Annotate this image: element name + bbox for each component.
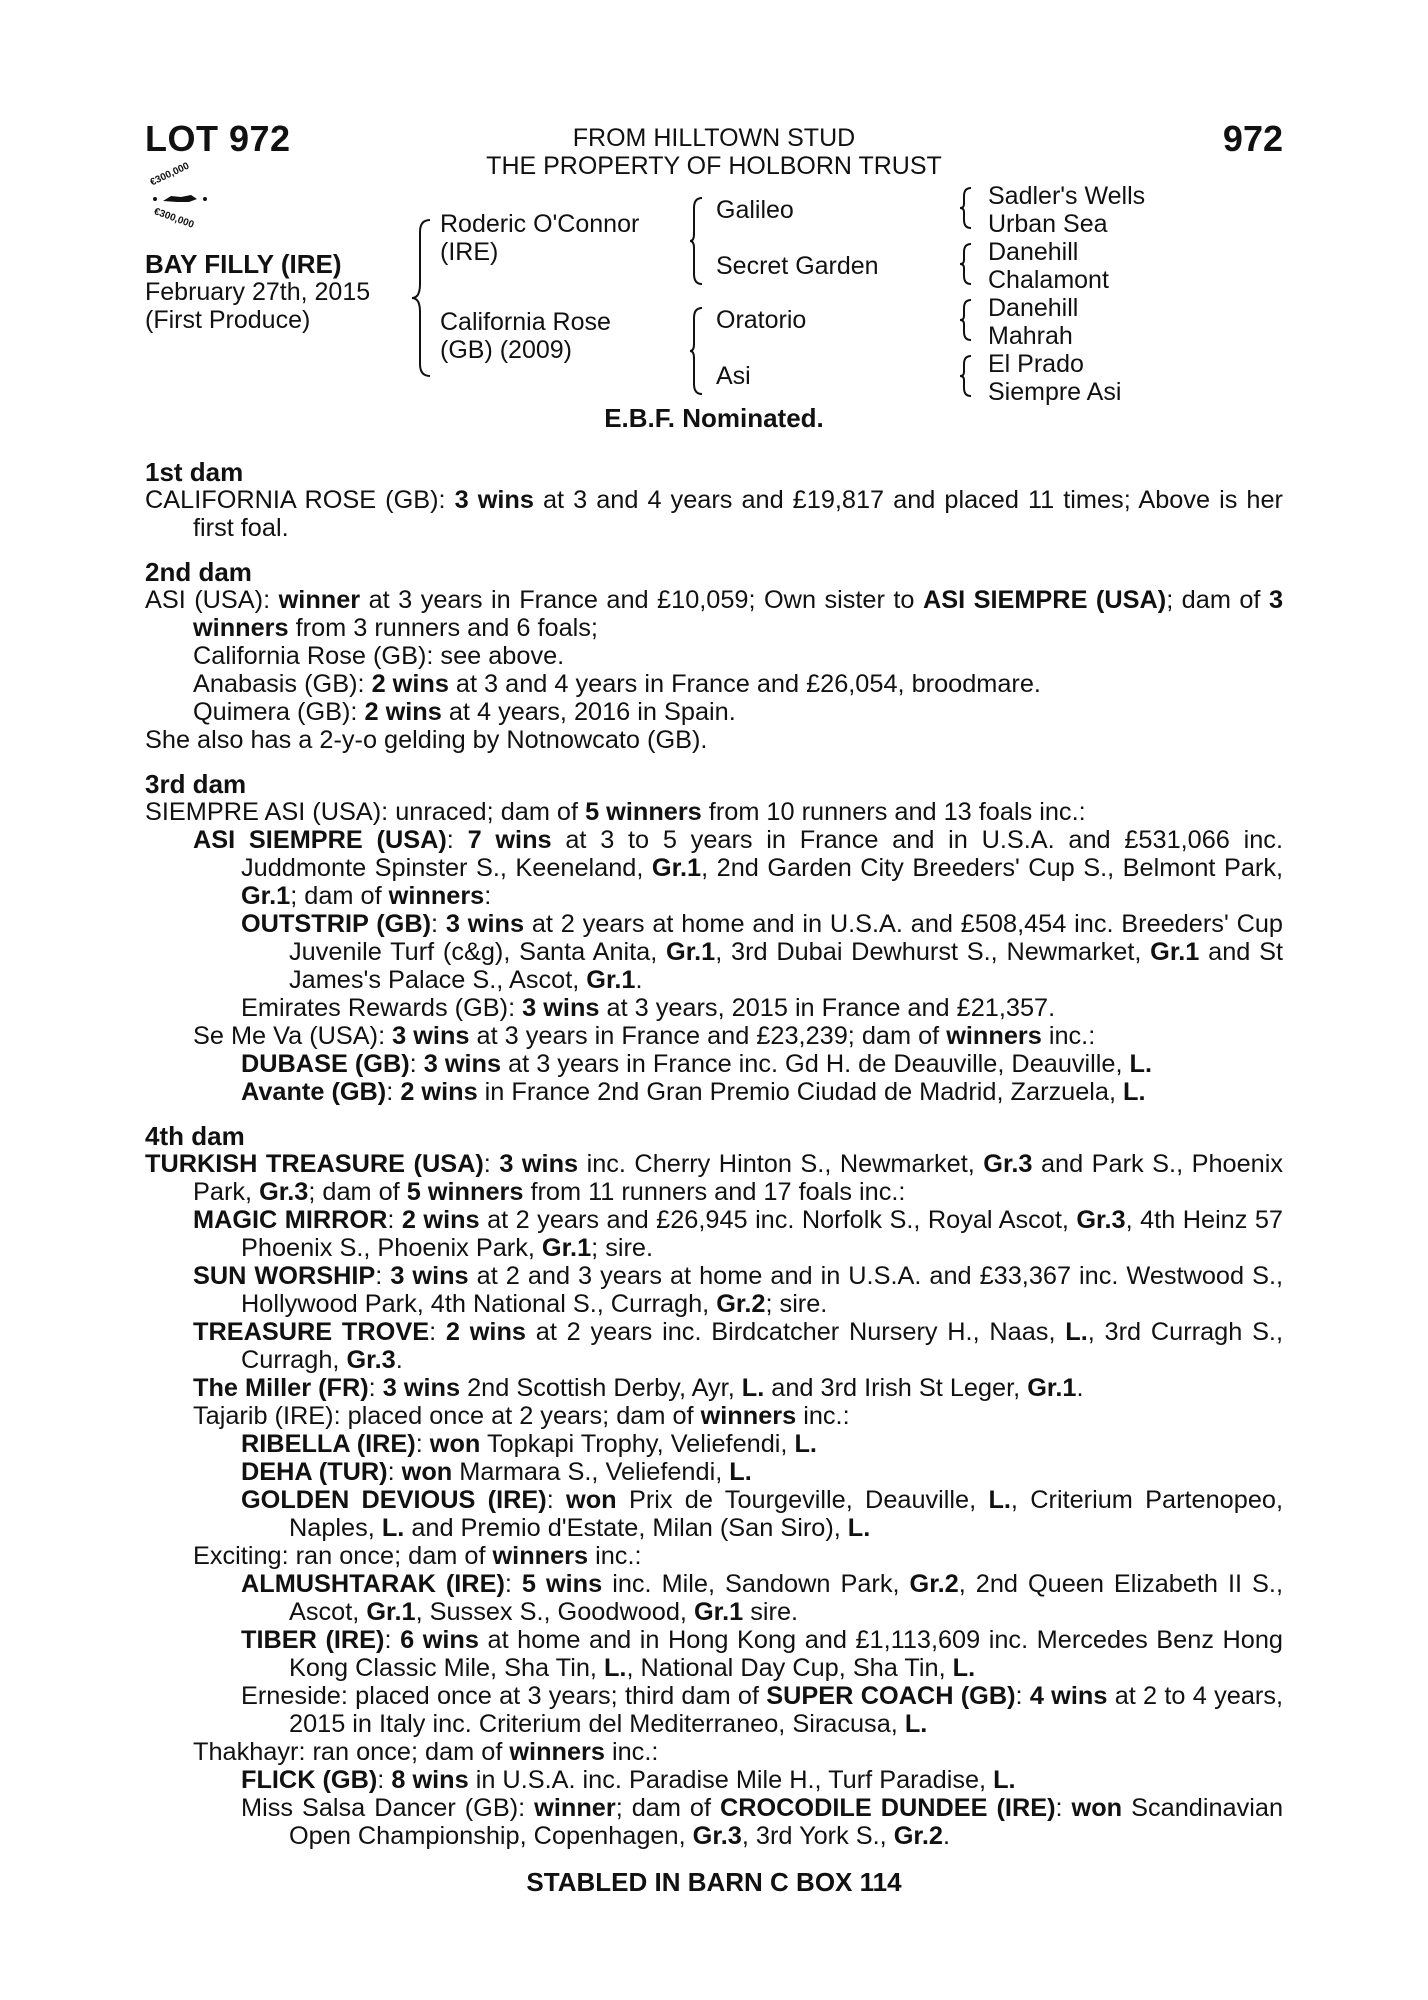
dam4-grandproduce-8: Miss Salsa Dancer (GB): winner; dam of CROCODILE DUNDEE (IRE): won Scandinavian Open Championship, Copenhagen, Gr.3, 3rd York S., Gr.2. <box>241 1794 1284 1850</box>
consignor: FROM HILLTOWN STUD <box>572 124 856 152</box>
g-brace-2-icon <box>960 242 972 286</box>
pedigree-g1: Sadler's Wells <box>988 182 1146 210</box>
lot-label: LOT 972 <box>145 118 291 159</box>
dam2-produce-1: California Rose (GB): see above. <box>193 642 565 670</box>
sire-brace-icon <box>690 196 704 286</box>
dam3-heading: 3rd dam <box>145 769 247 799</box>
dam2-heading: 2nd dam <box>145 557 252 587</box>
pedigree-dam-sire: Oratorio <box>716 306 807 334</box>
dam2-produce-2: Anabasis (GB): 2 wins at 3 and 4 years in France and £26,054, broodmare. <box>193 670 1041 698</box>
dam4-grandproduce-3: GOLDEN DEVIOUS (IRE): won Prix de Tourgeville, Deauville, L., Criterium Partenopeo, Naples, L. and Premio d'Estate, Milan (San Siro), L. <box>241 1486 1283 1542</box>
dam4-grandproduce-4: ALMUSHTARAK (IRE): 5 wins inc. Mile, Sandown Park, Gr.2, 2nd Queen Elizabeth II S., Ascot, Gr.1, Sussex S., Goodwood, Gr.1 sire. <box>241 1570 1283 1626</box>
dam3-grandproduce-3: DUBASE (GB): 3 wins at 3 years in France inc. Gd H. de Deauville, Deauville, L. <box>241 1050 1153 1078</box>
pedigree-sire-sire: Galileo <box>716 196 794 224</box>
dam4-produce-6: Exciting: ran once; dam of winners inc.: <box>193 1542 642 1570</box>
dam4-produce-4: The Miller (FR): 3 wins 2nd Scottish Derby, Ayr, L. and 3rd Irish St Leger, Gr.1. <box>193 1374 1084 1402</box>
g-brace-1-icon <box>960 186 972 230</box>
pedigree-sire-dam: Secret Garden <box>716 252 879 280</box>
dam4-grandproduce-6: Erneside: placed once at 3 years; third dam of SUPER COACH (GB): 4 wins at 2 to 4 years, 2015 in Italy inc. Criterium del Mediterraneo, Siracusa, L. <box>241 1682 1283 1738</box>
dam1-entry: CALIFORNIA ROSE (GB): 3 wins at 3 and 4 years and £19,817 and placed 11 times; Above is her first foal. <box>145 486 1283 542</box>
price-seal-icon: €300,000 €300,000 <box>143 165 213 235</box>
dam4-grandproduce-1: RIBELLA (IRE): won Topkapi Trophy, Veliefendi, L. <box>241 1430 817 1458</box>
g-brace-4-icon <box>960 354 972 398</box>
dam3-grandproduce-2: Emirates Rewards (GB): 3 wins at 3 years, 2015 in France and £21,357. <box>241 994 1056 1022</box>
dam1-heading: 1st dam <box>145 457 244 487</box>
consignor-block <box>0 124 1428 180</box>
pedigree-g3: Danehill <box>988 238 1079 266</box>
dam4-heading: 4th dam <box>145 1121 245 1151</box>
ebf-nominated: E.B.F. Nominated. <box>604 403 824 433</box>
g-brace-3-icon <box>960 298 972 342</box>
dam4-produce-2: SUN WORSHIP: 3 wins at 2 and 3 years at home and in U.S.A. and £33,367 inc. Westwood S., Hollywood Park, 4th National S., Curragh, Gr.2; sire. <box>193 1262 1283 1318</box>
dam2-produce-3: Quimera (GB): 2 wins at 4 years, 2016 in Spain. <box>193 698 736 726</box>
pedigree-g4: Chalamont <box>988 266 1109 294</box>
dam-brace-icon <box>690 306 704 396</box>
lot-number: 972 <box>1222 118 1283 159</box>
pedigree-brace-icon <box>412 218 432 378</box>
horse-name: BAY FILLY (IRE) <box>145 249 342 279</box>
dam4-entry: TURKISH TREASURE (USA): 3 wins inc. Cherry Hinton S., Newmarket, Gr.3 and Park S., Phoenix Park, Gr.3; dam of 5 winners from 11 runners and 17 foals inc.: <box>145 1150 1283 1206</box>
foaling-date: February 27th, 2015 <box>145 278 371 306</box>
dam4-grandproduce-5: TIBER (IRE): 6 wins at home and in Hong Kong and £1,113,609 inc. Mercedes Benz Hong Kong Classic Mile, Sha Tin, L., National Day Cup, Sha Tin, L. <box>241 1626 1283 1682</box>
dam4-grandproduce-7: FLICK (GB): 8 wins in U.S.A. inc. Paradise Mile H., Turf Paradise, L. <box>241 1766 1016 1794</box>
dam4-grandproduce-2: DEHA (TUR): won Marmara S., Veliefendi, L. <box>241 1458 752 1486</box>
pedigree-g6: Mahrah <box>988 322 1073 350</box>
produce-note: (First Produce) <box>145 306 311 334</box>
catalogue-body <box>145 458 1283 1850</box>
dam4-produce-3: TREASURE TROVE: 2 wins at 2 years inc. Birdcatcher Nursery H., Naas, L., 3rd Curragh S., Curragh, Gr.3. <box>193 1318 1283 1374</box>
dam3-produce-1: ASI SIEMPRE (USA): 7 wins at 3 to 5 years in France and in U.S.A. and £531,066 inc. Juddmonte Spinster S., Keeneland, Gr.1, 2nd Garden City Breeders' Cup S., Belmont Park, Gr.1; dam of winners: <box>193 826 1283 910</box>
dam2-note: She also has a 2-y-o gelding by Notnowcato (GB). <box>145 726 708 754</box>
pedigree-g7: El Prado <box>988 350 1084 378</box>
pedigree-dam-dam: Asi <box>716 362 751 390</box>
property-owner: THE PROPERTY OF HOLBORN TRUST <box>486 152 942 180</box>
pedigree-dam: California Rose (GB) (2009) <box>440 308 611 364</box>
seal-emblem-icon <box>151 189 209 209</box>
pedigree-g5: Danehill <box>988 294 1079 322</box>
dam4-produce-5: Tajarib (IRE): placed once at 2 years; dam of winners inc.: <box>193 1402 850 1430</box>
dam2-entry: ASI (USA): winner at 3 years in France and £10,059; Own sister to ASI SIEMPRE (USA); dam of 3 winners from 3 runners and 6 foals; <box>145 586 1284 642</box>
stabling-info: STABLED IN BARN C BOX 114 <box>526 1867 902 1897</box>
dam3-produce-2: Se Me Va (USA): 3 wins at 3 years in France and £23,239; dam of winners inc.: <box>193 1022 1096 1050</box>
horse-info <box>145 250 370 334</box>
dam4-produce-1: MAGIC MIRROR: 2 wins at 2 years and £26,945 inc. Norfolk S., Royal Ascot, Gr.3, 4th Heinz 57 Phoenix S., Phoenix Park, Gr.1; sire. <box>193 1206 1284 1262</box>
dam4-produce-7: Thakhayr: ran once; dam of winners inc.: <box>193 1738 659 1766</box>
dam3-entry: SIEMPRE ASI (USA): unraced; dam of 5 winners from 10 runners and 13 foals inc.: <box>145 798 1086 826</box>
pedigree-g8: Siempre Asi <box>988 378 1122 406</box>
dam3-grandproduce-4: Avante (GB): 2 wins in France 2nd Gran Premio Ciudad de Madrid, Zarzuela, L. <box>241 1078 1146 1106</box>
pedigree-sire: Roderic O'Connor (IRE) <box>440 210 640 266</box>
pedigree-g2: Urban Sea <box>988 210 1108 238</box>
dam3-grandproduce-1: OUTSTRIP (GB): 3 wins at 2 years at home and in U.S.A. and £508,454 inc. Breeders' Cup Juvenile Turf (c&g), Santa Anita, Gr.1, 3rd Dubai Dewhurst S., Newmarket, Gr.1 and St James's Palace S., Ascot, Gr.1. <box>241 910 1284 994</box>
